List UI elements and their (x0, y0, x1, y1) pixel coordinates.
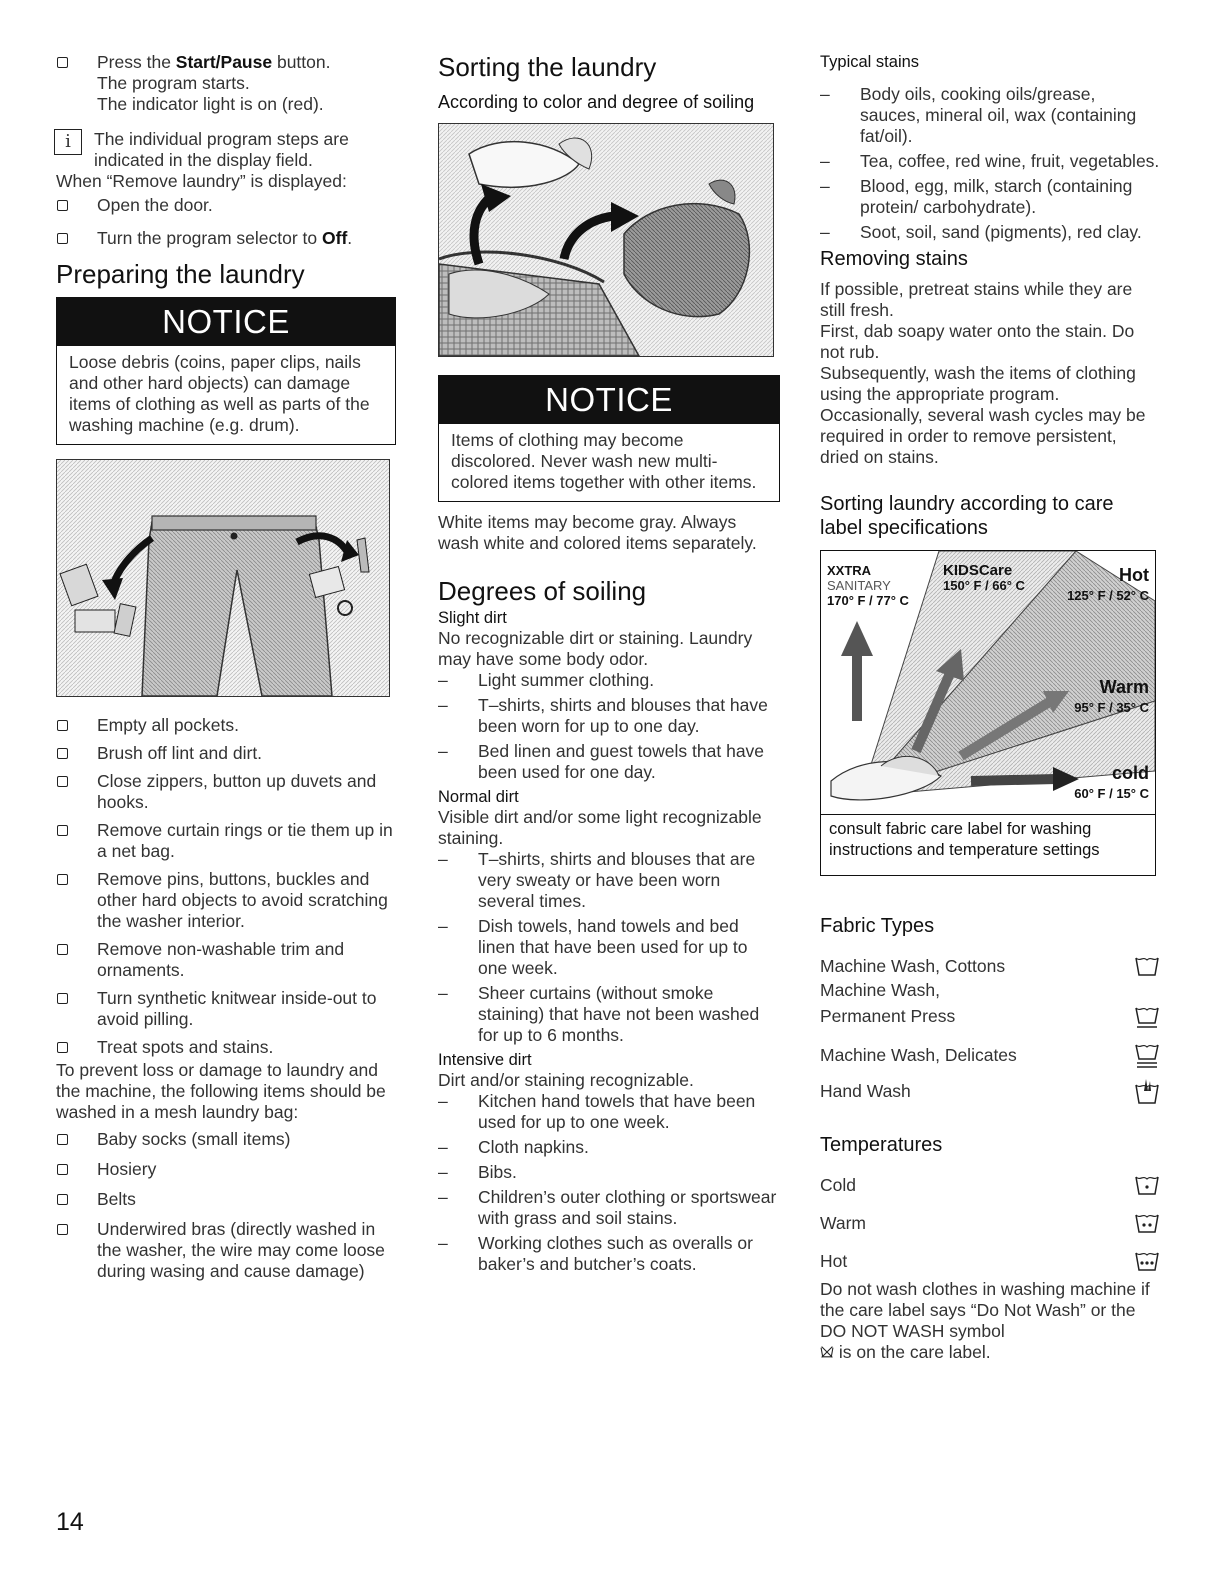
slight-item: – T–shirts, shirts and blouses that have been worn for up to one day. (438, 695, 780, 737)
checklist-item (56, 988, 396, 1030)
checklist-item (56, 869, 396, 932)
fabric-row-hand-wash (820, 1073, 1160, 1109)
turn-selector-text: Turn the program selector to (97, 228, 323, 248)
fabric-cottons-text: Machine Wash, Cottons (820, 955, 1006, 976)
open-door-text: Open the door. (97, 195, 213, 215)
intensive-item-text: Working clothes such as overalls or baker’s and butcher’s coats. (478, 1233, 753, 1274)
checklist-item (56, 820, 396, 862)
intensive-item: – Bibs. (438, 1162, 780, 1183)
typical-stains-heading: Typical stains (820, 53, 920, 71)
checkbox-icon (57, 993, 68, 1004)
fabric-machine-wash-text: Machine Wash, (820, 980, 940, 1000)
turn-selector-end: . (347, 228, 353, 248)
delicates-tub-icon (1134, 1040, 1160, 1070)
mesh-item-text: Hosiery (97, 1159, 157, 1179)
mesh-item-text: Belts (97, 1189, 136, 1209)
temp-row-hot (820, 1243, 1160, 1279)
degrees-title: Degrees of soiling (438, 576, 647, 606)
normal-item-text: Sheer curtains (without smoke staining) that have not been washed for up to 6 months. (478, 983, 760, 1045)
pockets-illustration (56, 459, 390, 697)
preparing-checklist (56, 715, 396, 1058)
intensive-item: – Kitchen hand towels that have been used for up to one week. (438, 1091, 780, 1133)
checklist-item (56, 1037, 396, 1058)
checkbox-icon (57, 1042, 68, 1053)
mesh-item (56, 1129, 396, 1150)
normal-dirt-intro: Visible dirt and/or some light recognizable staining. (438, 807, 762, 848)
care-label-caption: consult fabric care label for washing instructions and temperature settings (821, 814, 1155, 875)
hand-wash-tub-icon (1134, 1076, 1160, 1106)
step-open-door (56, 195, 396, 216)
checklist-text: Brush off lint and dirt. (97, 743, 263, 763)
removing-para: If possible, pretreat stains while they are still fresh. (820, 279, 1133, 320)
do-not-wash-text: Do not wash clothes in washing machine if the care label says “Do Not Wash” or the DO NOT WASH symbol (820, 1279, 1150, 1341)
checklist-item (56, 715, 396, 736)
checkbox-icon (57, 57, 68, 68)
stain-item-text: Tea, coffee, red wine, fruit, vegetables. (860, 151, 1160, 171)
hot-temp: 125° F / 52° C (1067, 588, 1149, 603)
trousers-image (57, 460, 389, 696)
sorting-title: Sorting the laundry (438, 52, 657, 82)
label-cold (1074, 763, 1149, 804)
notice-text: Items of clothing may become discolored. Never wash new multi-colored items together with other items. (451, 430, 757, 492)
slight-dirt-intro: No recognizable dirt or staining. Laundry may have some body odor. (438, 628, 753, 669)
slight-item: – Light summer clothing. (438, 670, 780, 691)
checklist-text: Remove pins, buttons, buckles and other hard objects to avoid scratching the washer interior. (97, 869, 388, 931)
temp-row-warm (820, 1203, 1160, 1243)
normal-item: – T–shirts, shirts and blouses that are very sweaty or have been worn several times. (438, 849, 780, 912)
checkbox-icon (57, 1134, 68, 1145)
checkbox-icon (57, 944, 68, 955)
hot-tub-icon (1134, 1248, 1160, 1274)
checkbox-icon (57, 200, 68, 211)
mesh-list (56, 1129, 396, 1282)
laundry-basket-illustration (438, 123, 774, 357)
cold-tub-icon (1134, 1172, 1160, 1198)
removing-para: First, dab soapy water onto the stain. Do not rub. (820, 321, 1135, 362)
do-not-wash-icon (820, 1345, 834, 1359)
column-left (56, 52, 396, 1289)
program-starts-text: The program starts. (97, 73, 250, 93)
do-not-wash-note (820, 1279, 1160, 1363)
normal-item: – Dish towels, hand towels and bed linen that have been used for up to one week. (438, 916, 780, 979)
temp-cold-text: Cold (820, 1174, 856, 1195)
checkbox-icon (57, 1194, 68, 1205)
notice-box-discolor (438, 375, 780, 502)
remove-prompt: When “Remove laundry” is displayed: (56, 171, 347, 191)
fabric-hand-wash-text: Hand Wash (820, 1080, 911, 1101)
normal-item: – Sheer curtains (without smoke staining) that have not been washed for up to 6 months. (438, 983, 780, 1046)
removing-stains-heading: Removing stains (820, 248, 968, 270)
checklist-text: Close zippers, button up duvets and hooks. (97, 771, 377, 812)
stain-item-text: Blood, egg, milk, starch (containing protein/ carbohydrate). (860, 176, 1133, 217)
fabric-delicates-text: Machine Wash, Delicates (820, 1044, 1017, 1065)
care-label-heading: Sorting laundry according to care label specifications (820, 493, 1114, 539)
care-label-chart (820, 550, 1156, 876)
start-pause-label: Start/Pause (175, 52, 273, 72)
checkbox-icon (57, 1164, 68, 1175)
notice-text: Loose debris (coins, paper clips, nails and other hard objects) can damage items of clothing as well as parts of the washing machine (e.g. drum). (69, 352, 370, 435)
normal-dirt-heading: Normal dirt (438, 788, 519, 806)
step1-text-end: button. (272, 52, 331, 72)
stain-item-text: Soot, soil, sand (pigments), red clay. (860, 222, 1142, 242)
cold-temp: 60° F / 15° C (1074, 786, 1149, 801)
basket-image (439, 124, 773, 356)
notice-box-debris (56, 297, 396, 445)
temperatures-heading: Temperatures (820, 1134, 943, 1156)
column-right (820, 52, 1160, 1363)
stain-item-text: Body oils, cooking oils/grease, sauces, mineral oil, wax (containing fat/oil). (860, 84, 1137, 146)
step-turn-off (56, 228, 396, 249)
checkbox-icon (57, 874, 68, 885)
intensive-dirt-intro: Dirt and/or staining recognizable. (438, 1070, 694, 1090)
checklist-text: Treat spots and stains. (97, 1037, 274, 1057)
kidscare-text: KIDSCare (943, 562, 1013, 579)
intensive-item-text: Kitchen hand towels that have been used for up to one week. (478, 1091, 756, 1132)
indicator-text: The indicator light is on (red). (97, 94, 324, 114)
checklist-item (56, 939, 396, 981)
checkbox-icon (57, 825, 68, 836)
wash-tub-icon (1134, 953, 1160, 979)
intensive-item: – Working clothes such as overalls or baker’s and butcher’s coats. (438, 1233, 780, 1275)
temp-hot-text: Hot (820, 1250, 848, 1271)
stain-item: – Soot, soil, sand (pigments), red clay. (820, 222, 1160, 243)
xxtra-text: XXTRA (827, 563, 872, 578)
cold-text: cold (1111, 763, 1149, 783)
checkbox-icon (57, 748, 68, 759)
intensive-item: – Children’s outer clothing or sportswear with grass and soil stains. (438, 1187, 780, 1229)
mesh-item (56, 1219, 396, 1282)
warm-tub-icon (1134, 1210, 1160, 1236)
normal-item-text: T–shirts, shirts and blouses that are very sweaty or have been worn several times. (478, 849, 756, 911)
notice-label: NOTICE (439, 376, 779, 424)
label-kidscare (943, 563, 1025, 593)
step1-text: Press the (97, 52, 176, 72)
permanent-press-tub-icon (1134, 1003, 1160, 1029)
xxtra-temp: 170° F / 77° C (827, 593, 909, 608)
fabric-types-heading: Fabric Types (820, 915, 935, 937)
sorting-subtitle: According to color and degree of soiling (438, 92, 755, 112)
removing-para: Occasionally, several wash cycles may be required in order to remove persistent, dried on stains. (820, 405, 1146, 467)
intensive-item: – Cloth napkins. (438, 1137, 780, 1158)
mesh-item (56, 1189, 396, 1210)
mesh-intro: To prevent loss or damage to laundry and the machine, the following items should be washed in a mesh laundry bag: (56, 1060, 386, 1122)
intensive-dirt-heading: Intensive dirt (438, 1051, 532, 1069)
intensive-item-text: Children’s outer clothing or sportswear with grass and soil stains. (478, 1187, 777, 1228)
checkbox-icon (57, 776, 68, 787)
temp-row-cold (820, 1167, 1160, 1203)
white-items-note: White items may become gray. Always wash white and colored items separately. (438, 512, 757, 553)
sanitary-text: SANITARY (827, 578, 891, 593)
off-label: Off (322, 228, 348, 248)
fabric-row-cottons (820, 952, 1160, 980)
mesh-item-text: Baby socks (small items) (97, 1129, 291, 1149)
notice-label: NOTICE (57, 298, 395, 346)
slight-dirt-heading: Slight dirt (438, 609, 507, 627)
stain-item: – Body oils, cooking oils/grease, sauces, mineral oil, wax (containing fat/oil). (820, 84, 1160, 147)
slight-item-text: T–shirts, shirts and blouses that have been worn for up to one day. (478, 695, 768, 736)
removing-para: Subsequently, wash the items of clothing using the appropriate program. (820, 363, 1136, 404)
checklist-text: Remove non-washable trim and ornaments. (97, 939, 345, 980)
info-icon: i (54, 129, 82, 155)
do-not-wash-text-end: is on the care label. (834, 1342, 991, 1362)
fabric-row-permanent-press (820, 1001, 1160, 1031)
hot-text: Hot (1119, 565, 1149, 585)
step-press-start (56, 52, 396, 115)
info-text: The individual program steps are indicated in the display field. (94, 129, 349, 170)
stain-item: – Tea, coffee, red wine, fruit, vegetables. (820, 151, 1160, 171)
checkbox-icon (57, 233, 68, 244)
intensive-item-text: Cloth napkins. (478, 1137, 589, 1157)
info-note (56, 129, 396, 171)
page-number: 14 (56, 1508, 84, 1536)
checklist-text: Empty all pockets. (97, 715, 239, 735)
fabric-permanent-press-text: Permanent Press (820, 1005, 956, 1026)
mesh-item-text: Underwired bras (directly washed in the washer, the wire may come loose during wasing and cause damage) (97, 1219, 385, 1281)
normal-item-text: Dish towels, hand towels and bed linen that have been used for up to one week. (478, 916, 748, 978)
column-middle (438, 52, 780, 1279)
warm-text: Warm (1099, 677, 1149, 697)
checklist-item (56, 743, 396, 764)
label-xxtra (827, 563, 909, 608)
checklist-text: Remove curtain rings or tie them up in a net bag. (97, 820, 393, 861)
intensive-item-text: Bibs. (478, 1162, 517, 1182)
warm-temp: 95° F / 35° C (1074, 700, 1149, 715)
checkbox-icon (57, 1224, 68, 1235)
checkbox-icon (57, 720, 68, 731)
slight-item-text: Light summer clothing. (478, 670, 655, 690)
slight-item: – Bed linen and guest towels that have been used for one day. (438, 741, 780, 783)
mesh-item (56, 1159, 396, 1180)
fabric-row-delicates (820, 1037, 1160, 1073)
slight-item-text: Bed linen and guest towels that have been used for one day. (478, 741, 765, 782)
stain-item: – Blood, egg, milk, starch (containing protein/ carbohydrate). (820, 176, 1160, 218)
preparing-title: Preparing the laundry (56, 259, 305, 289)
kidscare-temp: 150° F / 66° C (943, 578, 1025, 593)
checklist-item (56, 771, 396, 813)
checklist-text: Turn synthetic knitwear inside-out to avoid pilling. (97, 988, 377, 1029)
temp-warm-text: Warm (820, 1212, 867, 1233)
label-hot (1067, 565, 1149, 606)
label-warm (1074, 677, 1149, 718)
